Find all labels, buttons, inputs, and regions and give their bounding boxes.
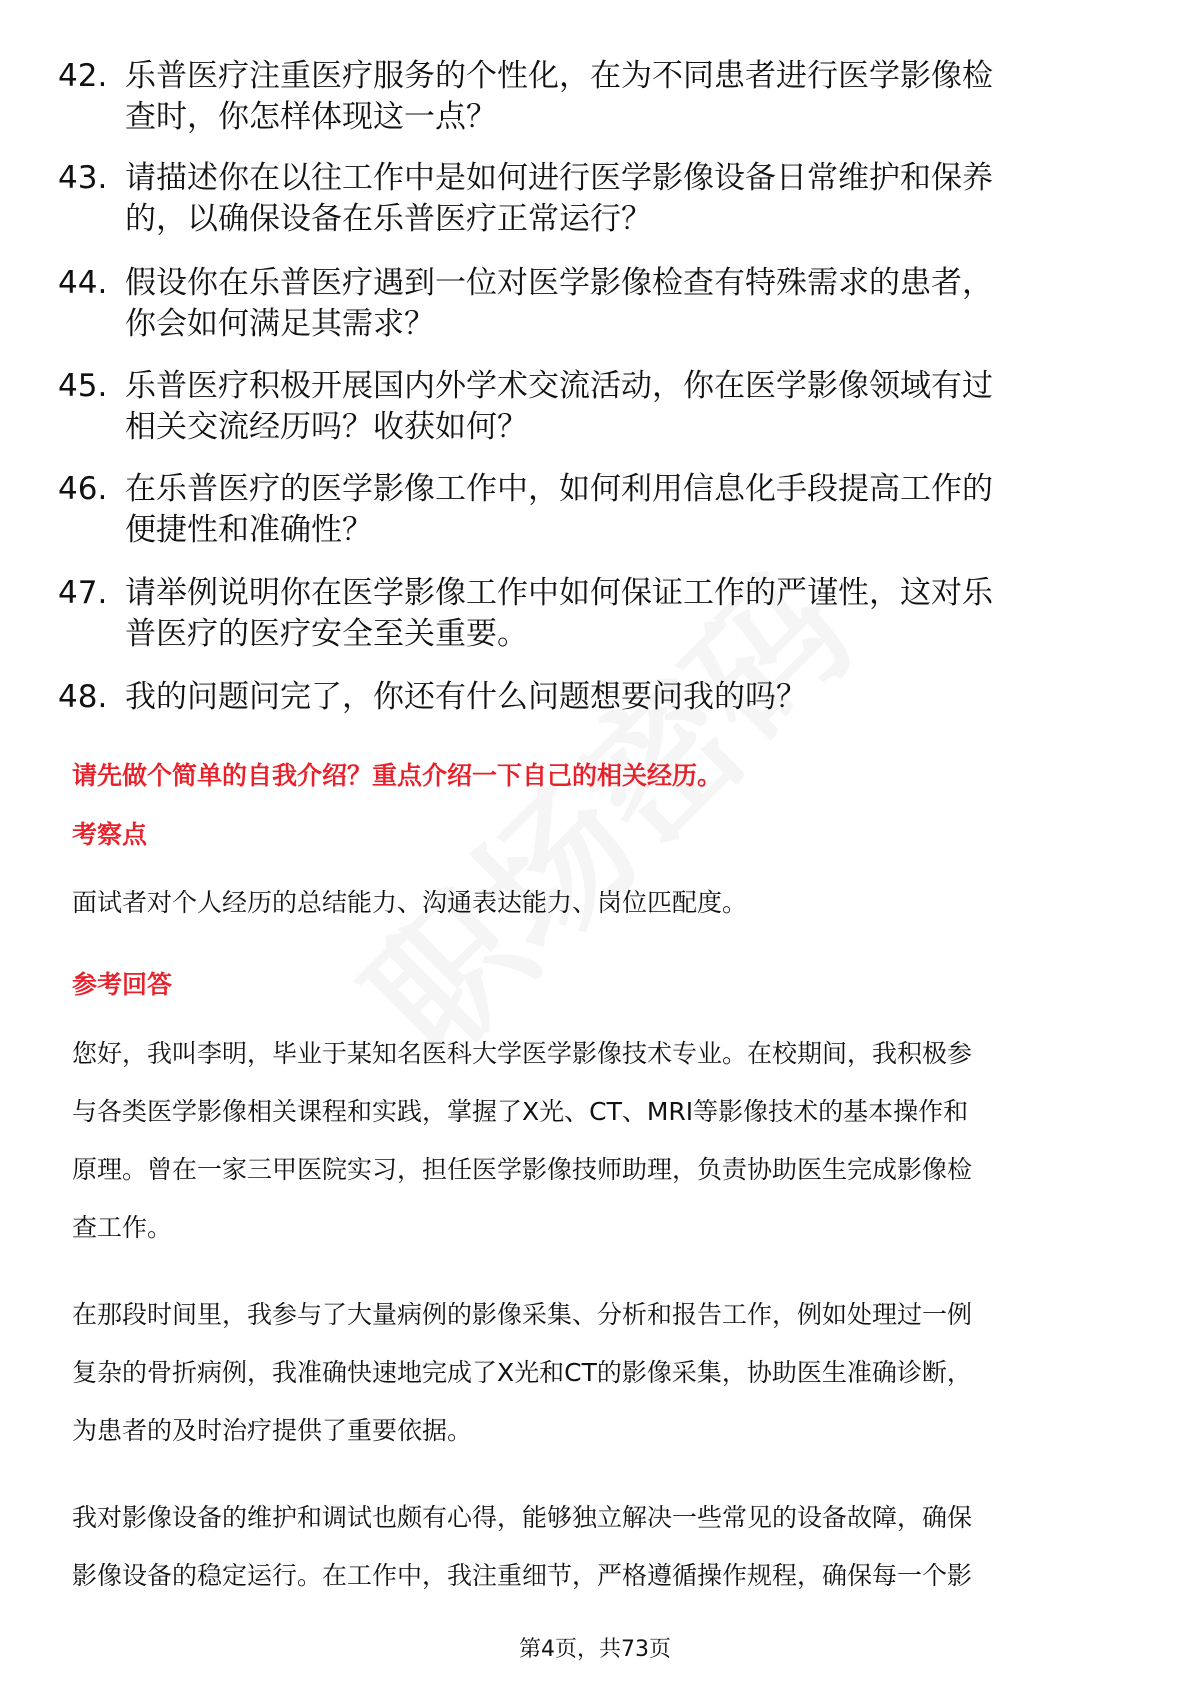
question-item: [58, 366, 1118, 448]
question-item: [58, 677, 1118, 718]
answer-line: 复杂的骨折病例，我准确快速地完成了X光和CT的影像采集，协助医生准确诊断，: [72, 1358, 972, 1387]
question-text-line: 我的问题问完了，你还有什么问题想要问我的吗？: [125, 679, 807, 715]
answer-paragraph-3: [72, 1489, 972, 1605]
answer-line: 查工作。: [72, 1213, 173, 1242]
page-number: 第4页，共73页: [519, 1637, 671, 1662]
question-number: 44.: [58, 265, 108, 301]
question-text-line: 在乐普医疗的医学影像工作中，如何利用信息化手段提高工作的: [125, 471, 993, 507]
question-text-line: 请举例说明你在医学影像工作中如何保证工作的严谨性，这对乐: [125, 575, 993, 611]
question-text-line: 的，以确保设备在乐普医疗正常运行？: [125, 201, 652, 237]
question-text-line: 你会如何满足其需求？: [125, 306, 435, 342]
question-text-line: 假设你在乐普医疗遇到一位对医学影像检查有特殊需求的患者，: [125, 265, 993, 301]
question-item: [58, 573, 1118, 655]
answer-line: 您好，我叫李明，毕业于某知名医科大学医学影像技术专业。在校期间，我积极参: [72, 1039, 973, 1068]
answer-paragraph-2: [72, 1286, 972, 1460]
answer-line: 影像设备的稳定运行。在工作中，我注重细节，严格遵循操作规程，确保每一个影: [72, 1561, 973, 1590]
question-text-line: 乐普医疗积极开展国内外学术交流活动，你在医学影像领域有过: [125, 368, 993, 404]
question-item: [58, 56, 1118, 138]
focus-text-line: 面试者对个人经历的总结能力、沟通表达能力、岗位匹配度。: [72, 888, 748, 917]
answer-line: 与各类医学影像相关课程和实践，掌握了X光、CT、MRI等影像技术的基本操作和: [72, 1097, 969, 1126]
question-number: 43.: [58, 160, 108, 196]
question-number: 46.: [58, 471, 108, 507]
focus-label: 考察点: [72, 820, 148, 849]
question-text-line: 乐普医疗注重医疗服务的个性化，在为不同患者进行医学影像检: [125, 58, 993, 94]
answer-paragraph-1: [72, 1025, 972, 1257]
question-text-line: 相关交流经历吗？收获如何？: [125, 409, 528, 445]
question-text-line: 查时，你怎样体现这一点？: [125, 99, 497, 135]
answer-line: 原理。曾在一家三甲医院实习，担任医学影像技师助理，负责协助医生完成影像检: [72, 1155, 973, 1184]
question-text-line: 便捷性和准确性？: [125, 512, 373, 548]
question-number: 47.: [58, 575, 108, 611]
question-text-line: 请描述你在以往工作中是如何进行医学影像设备日常维护和保养: [125, 160, 993, 196]
question-item: [58, 263, 1118, 345]
question-number: 48.: [58, 679, 108, 715]
question-number: 42.: [58, 58, 108, 94]
answer-line: 在那段时间里，我参与了大量病例的影像采集、分析和报告工作，例如处理过一例: [72, 1300, 973, 1329]
answer-line: 为患者的及时治疗提供了重要依据。: [72, 1416, 473, 1445]
question-item: [58, 469, 1118, 551]
focus-text: [72, 874, 747, 932]
answer-label: 参考回答: [72, 970, 173, 999]
question-number: 45.: [58, 368, 108, 404]
question-item: [58, 158, 1118, 240]
question-text-line: 普医疗的医疗安全至关重要。: [125, 616, 528, 652]
answer-line: 我对影像设备的维护和调试也颇有心得，能够独立解决一些常见的设备故障，确保: [72, 1503, 973, 1532]
section-title: 请先做个简单的自我介绍？重点介绍一下自己的相关经历。: [72, 761, 723, 790]
